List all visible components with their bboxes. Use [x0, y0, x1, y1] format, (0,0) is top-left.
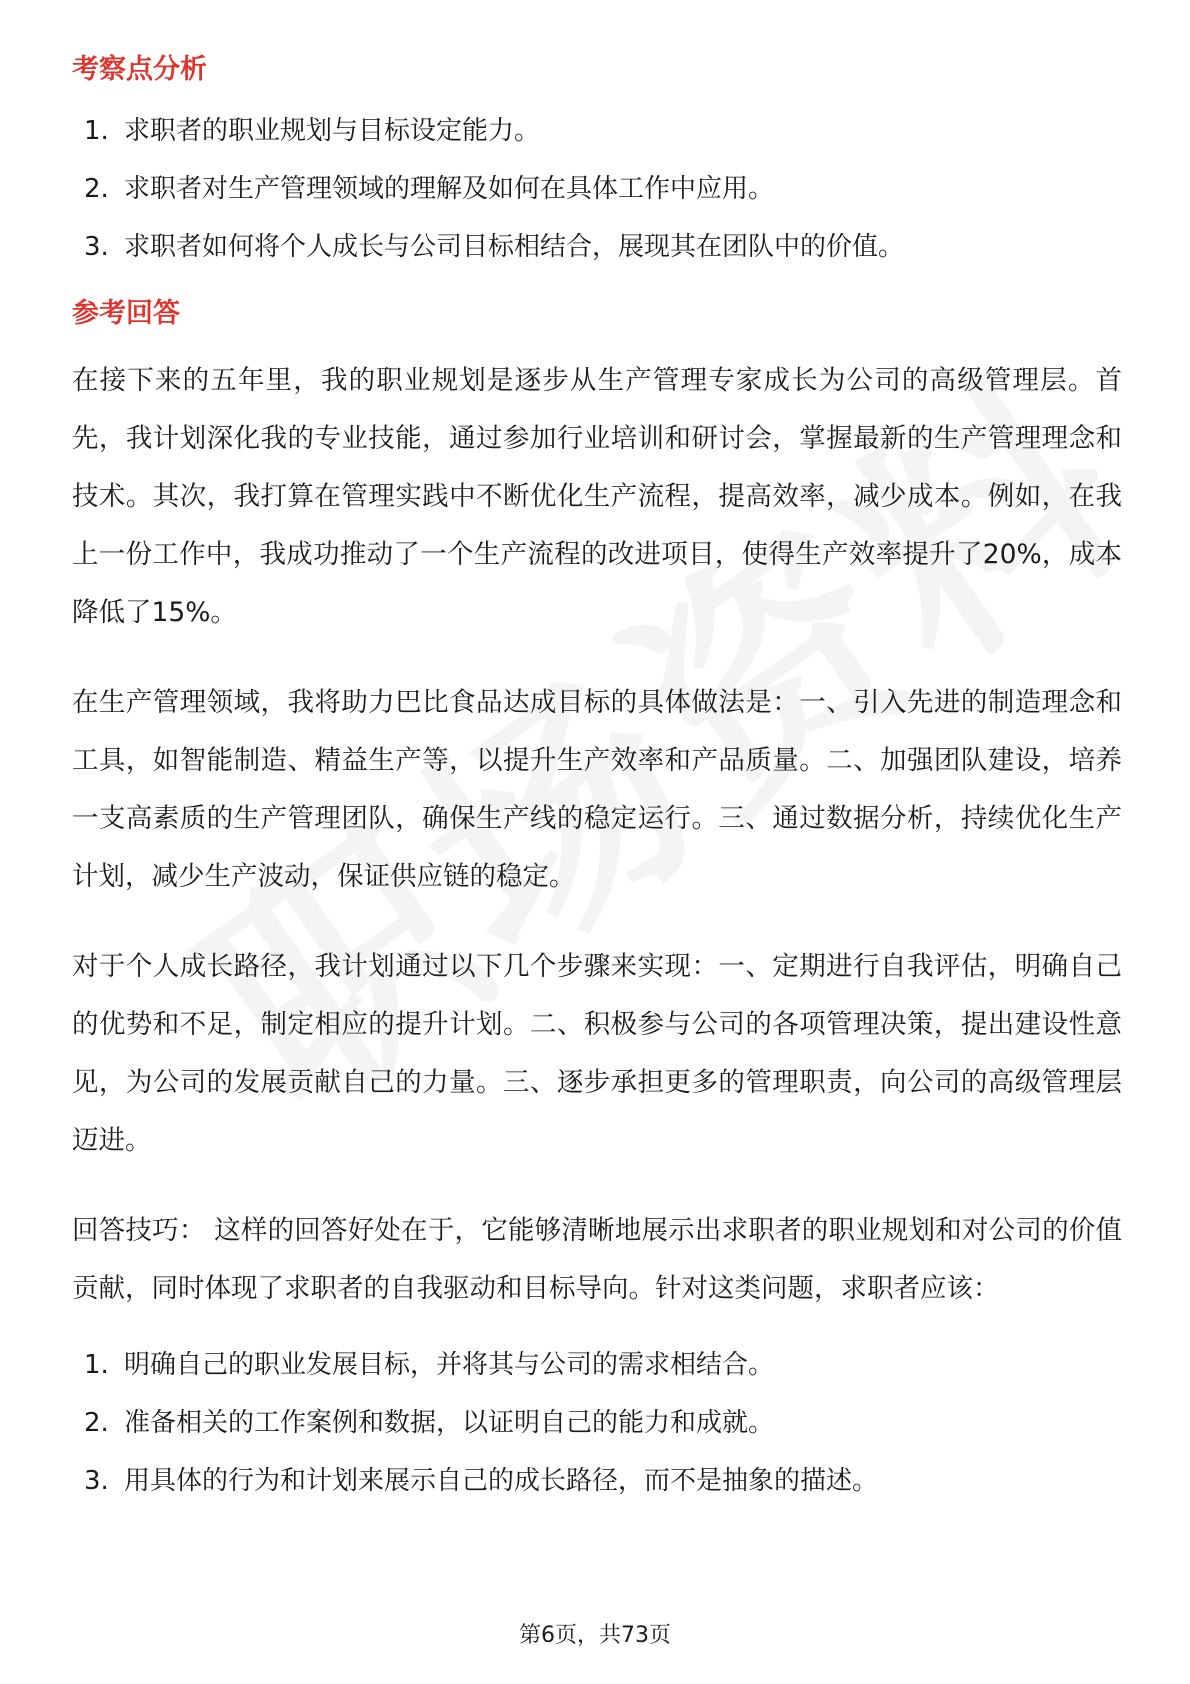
analysis-heading: 考察点分析 [72, 54, 207, 85]
tips-list [72, 1336, 1122, 1510]
list-item: 1. 明确自己的职业发展目标，并将其与公司的需求相结合。 [72, 1336, 1122, 1394]
list-item-text: 求职者如何将个人成长与公司目标相结合，展现其在团队中的价值。 [124, 232, 905, 262]
answer-paragraph: 在接下来的五年里，我的职业规划是逐步从生产管理专家成长为公司的高级管理层。首先，我计划深化我的专业技能，通过参加行业培训和研讨会，掌握最新的生产管理理念和技术。其次，我打算在管理实践中不断优化生产流程，提高效率，减少成本。例如，在我上一份工作中，我成功推动了一个生产流程的改进项目，使得生产效率提升了20%，成本降低了15%。 [72, 365, 1122, 628]
answer-heading: 参考回答 [72, 298, 180, 329]
list-item-text: 求职者的职业规划与目标设定能力。 [124, 116, 541, 146]
list-item: 1. 求职者的职业规划与目标设定能力。 [72, 102, 1122, 160]
tips-intro-paragraph: 回答技巧： 这样的回答好处在于，它能够清晰地展示出求职者的职业规划和对公司的价值贡献，同时体现了求职者的自我驱动和目标导向。针对这类问题，求职者应该： [72, 1215, 1122, 1304]
list-item: 3. 求职者如何将个人成长与公司目标相结合，展现其在团队中的价值。 [72, 218, 1122, 276]
answer-paragraph: 在生产管理领域，我将助力巴比食品达成目标的具体做法是：一、引入先进的制造理念和工具，如智能制造、精益生产等，以提升生产效率和产品质量。二、加强团队建设，培养一支高素质的生产管理团队，确保生产线的稳定运行。三、通过数据分析，持续优化生产计划，减少生产波动，保证供应链的稳定。 [72, 687, 1122, 892]
list-item-text: 用具体的行为和计划来展示自己的成长路径，而不是抽象的描述。 [124, 1466, 879, 1496]
list-item-text: 求职者对生产管理领域的理解及如何在具体工作中应用。 [124, 174, 775, 204]
analysis-list [72, 102, 1122, 276]
list-item-text: 准备相关的工作案例和数据，以证明自己的能力和成就。 [124, 1408, 775, 1438]
document-page [72, 50, 1122, 1510]
list-item-text: 明确自己的职业发展目标，并将其与公司的需求相结合。 [124, 1350, 775, 1380]
answer-paragraph: 对于个人成长路径，我计划通过以下几个步骤来实现：一、定期进行自我评估，明确自己的优势和不足，制定相应的提升计划。二、积极参与公司的各项管理决策，提出建设性意见，为公司的发展贡献自己的力量。三、逐步承担更多的管理职责，向公司的高级管理层迈进。 [72, 951, 1122, 1156]
list-item: 3. 用具体的行为和计划来展示自己的成长路径，而不是抽象的描述。 [72, 1452, 1122, 1510]
page-number: 第6页，共73页 [519, 1623, 671, 1648]
list-item: 2. 准备相关的工作案例和数据，以证明自己的能力和成就。 [72, 1394, 1122, 1452]
list-item: 2. 求职者对生产管理领域的理解及如何在具体工作中应用。 [72, 160, 1122, 218]
